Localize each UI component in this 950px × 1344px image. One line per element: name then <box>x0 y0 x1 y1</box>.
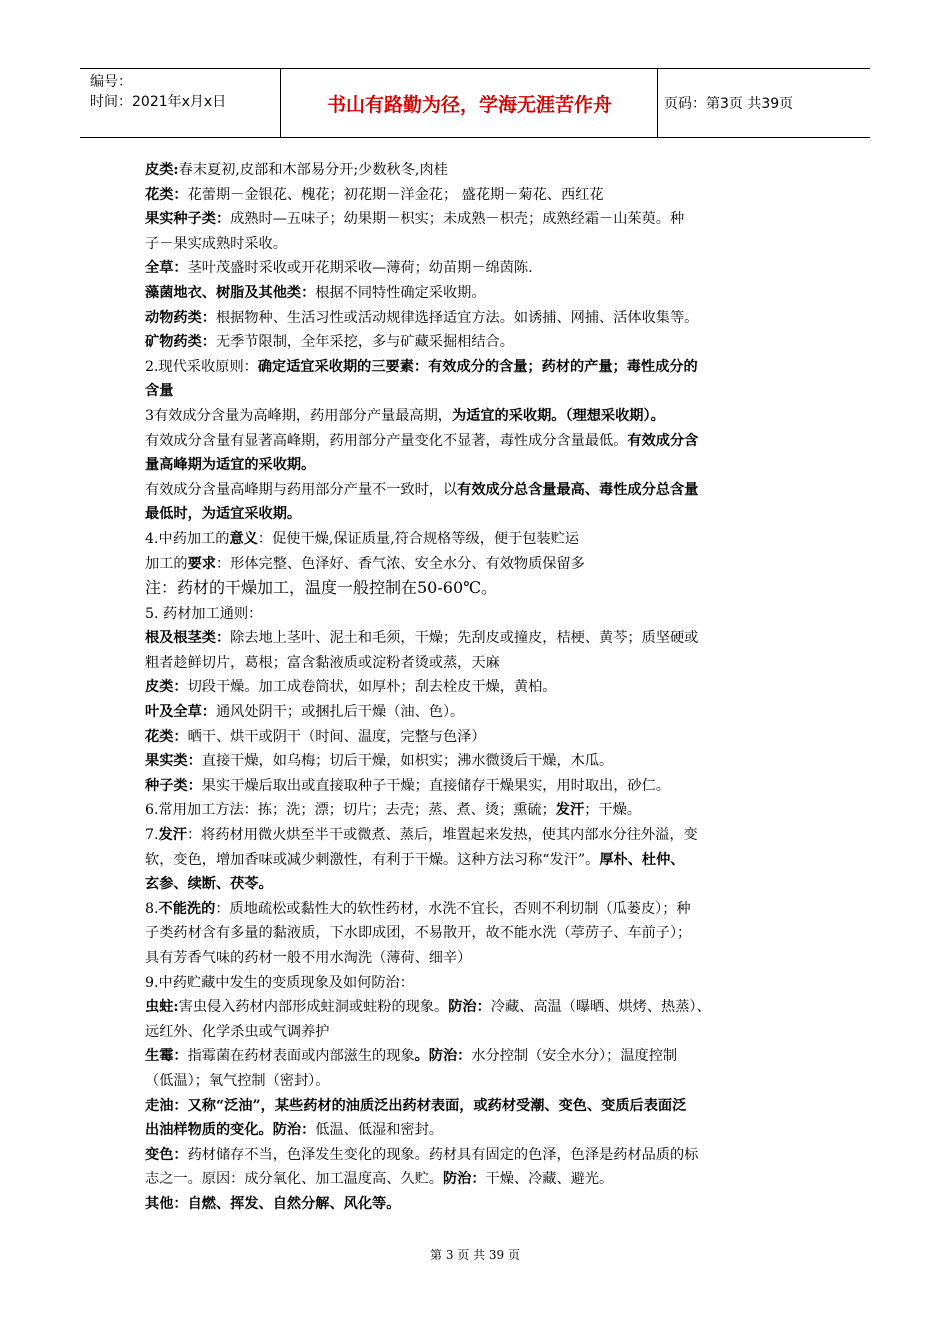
text-line <box>145 1192 817 1217</box>
text-line <box>145 281 817 306</box>
body-text: 茎叶茂盛时采收或开花期采收—薄荷；幼苗期－绵茵陈. <box>187 260 533 277</box>
body-text: 无季节限制，全年采挖，多与矿藏采掘相结合。 <box>215 334 514 351</box>
bold-text: 出油样物质的变化。防治： <box>145 1122 316 1139</box>
bold-text: 种子类： <box>145 777 202 794</box>
body-text: 粗者趁鲜切片，葛根；富含黏液质或淀粉者烫或蒸，天麻 <box>145 654 500 671</box>
body-text: ：将药材用微火烘至半干或微煮、蒸后，堆置起来发热，使其内部水分往外溢，变 <box>186 827 698 844</box>
bold-text: 发汗 <box>158 827 187 844</box>
body-text: 9.中药贮藏中发生的变质现象及如何防治： <box>145 974 414 991</box>
text-line <box>145 626 817 651</box>
body-text: 低温、低湿和密封。 <box>315 1122 443 1139</box>
body-text: 害虫侵入药材内部形成蛀洞或蛀粉的现象。 <box>178 999 449 1016</box>
bold-text: 有效成分总含量最高、毒性成分总含量 <box>457 481 699 498</box>
body-text: 具有芳香气味的药材一般不用水淘洗（薄荷、细辛） <box>145 950 472 966</box>
bold-text: 变色： <box>145 1146 188 1163</box>
text-line <box>145 330 817 355</box>
text-line <box>145 502 817 527</box>
bold-text: 矿物药类： <box>145 334 216 351</box>
text-line <box>145 971 817 996</box>
body-text: 5. 药材加工通则： <box>145 605 263 622</box>
body-text: 果实干燥后取出或直接取种子干燥；直接储存干燥果实，用时取出，砂仁。 <box>201 777 670 794</box>
text-line <box>145 232 817 257</box>
bold-text: 虫蛀: <box>145 999 179 1016</box>
text-line <box>145 527 817 552</box>
body-text: 指霉菌在药材表面或内部滋生的现象 <box>187 1048 415 1065</box>
bold-text: 花类： <box>145 186 188 203</box>
body-text: ；干燥。 <box>584 802 641 819</box>
text-line <box>145 848 817 873</box>
text-line <box>145 355 817 380</box>
bold-text: 厚朴、杜仲、 <box>599 851 685 868</box>
body-text: 2.现代采收原则： <box>145 358 258 375</box>
bold-text: 不能洗的 <box>158 900 216 917</box>
body-text: 根据不同特性确定采收期。 <box>315 284 486 301</box>
text-line <box>145 872 817 897</box>
bold-text: 含量 <box>145 383 174 400</box>
body-text: 加工的 <box>145 555 188 572</box>
bold-text: 花类： <box>145 728 188 745</box>
text-line <box>145 306 817 331</box>
bold-text: 根及根茎类： <box>145 630 231 647</box>
body-text: 3有效成分含量为高峰期，药用部分产量最高期， <box>145 407 452 424</box>
bold-text: 有效成分含 <box>627 432 699 449</box>
bold-text: 要求 <box>187 555 216 572</box>
page-footer: 第 3 页 共 39 页 <box>430 1248 520 1262</box>
bold-text: 玄参、续断、茯苓。 <box>145 876 273 893</box>
bold-text: 生霉： <box>145 1048 188 1065</box>
text-line <box>145 774 817 799</box>
body-text: 干燥、冷藏、避光。 <box>485 1171 614 1188</box>
text-line <box>145 576 817 602</box>
bold-text: 防治： <box>448 999 491 1016</box>
text-line <box>145 453 817 478</box>
text-line <box>145 1094 817 1119</box>
text-line <box>145 749 817 774</box>
body-text: 有效成分含量有显著高峰期，药用部分产量变化不显著，毒性成分含量最低。 <box>145 432 628 449</box>
text-line <box>145 1044 817 1069</box>
bold-text: 藻菌地衣、树脂及其他类： <box>145 284 316 301</box>
body-text: 冷藏、高温（曝晒、烘烤、热蒸）、 <box>490 999 711 1016</box>
header-motto: 书山有路勤为径，学海无涯苦作舟 <box>282 69 658 137</box>
text-line <box>145 478 817 503</box>
body-text: ：促使干燥,保证质量,符合规格等级，便于包装贮运 <box>257 530 580 547</box>
bold-text: 意义 <box>229 530 258 547</box>
text-line <box>145 602 817 627</box>
text-line <box>145 552 817 577</box>
body-text: 6.常用加工方法：拣；洗；漂；切片；去壳；蒸、煮、烫；熏硫； <box>145 802 556 819</box>
text-line <box>145 897 817 922</box>
text-line <box>145 651 817 676</box>
body-text: 有效成分含量高峰期与药用部分产量不一致时，以 <box>145 481 458 498</box>
body-text: 4.中药加工的 <box>145 530 230 547</box>
bold-text: 全草： <box>145 260 188 277</box>
time-label: 时间：2021年x月x日 <box>90 94 227 110</box>
body-text: 子类药材含有多量的黏液质，下水即成团，不易散开，故不能水洗（葶苈子、车前子）； <box>145 925 692 942</box>
bold-text: 皮类: <box>145 162 179 178</box>
bold-text: 最低时，为适宜采收期。 <box>145 506 302 523</box>
text-line <box>145 1143 817 1168</box>
body-text: 志之一。原因：成分氧化、加工温度高、久贮。 <box>145 1171 443 1188</box>
document-body <box>145 158 817 1217</box>
body-text: 成熟时—五味子；幼果期－枳实；未成熟－枳壳；成熟经霜－山茱萸。种 <box>230 211 685 228</box>
body-text: （低温）；氧气控制（密封）。 <box>145 1072 330 1089</box>
bold-text: 确定适宜采收期的三要素：有效成分的含量；药材的产量；毒性成分的 <box>257 358 698 375</box>
body-text: 8. <box>145 900 159 917</box>
body-text: 水分控制（安全水分）；温度控制 <box>471 1048 678 1065</box>
number-label: 编号： <box>90 74 132 90</box>
bold-text: 果实种子类： <box>145 211 231 228</box>
text-line <box>145 1118 817 1143</box>
body-text: 除去地上茎叶、泥土和毛须，干燥；先刮皮或撞皮，桔梗、黄芩；质坚硬或 <box>230 630 699 647</box>
bold-text: 其他：自燃、挥发、自然分解、风化等。 <box>145 1195 401 1212</box>
text-line <box>145 1069 817 1094</box>
text-line <box>145 1020 817 1045</box>
body-text: 7. <box>145 827 159 844</box>
text-line <box>145 379 817 404</box>
bold-text: 发汗 <box>555 802 585 819</box>
text-line <box>145 921 817 946</box>
page-header <box>80 68 870 138</box>
text-line <box>145 183 817 208</box>
text-line <box>145 256 817 281</box>
bold-text: 为适宜的采收期。（理想采收期）。 <box>451 407 665 424</box>
body-text: 注：药材的干燥加工，温度一般控制在50-60℃。 <box>145 578 498 598</box>
bold-text: 动物药类： <box>145 309 216 326</box>
bold-text: 。防治： <box>414 1048 472 1065</box>
text-line <box>145 946 817 971</box>
text-line <box>145 404 817 429</box>
body-text: 春末夏初,皮部和木部易分开;少数秋冬,肉桂 <box>178 162 448 178</box>
text-line <box>145 725 817 750</box>
body-text: ：形体完整、色泽好、香气浓、安全水分、有效物质保留多 <box>215 555 585 572</box>
text-line <box>145 995 817 1020</box>
body-text: 直接干燥，如乌梅；切后干燥，如枳实；沸水微烫后干燥，木瓜。 <box>201 753 614 770</box>
body-text: 晒干、烘干或阴干（时间、温度，完整与色泽） <box>187 728 486 745</box>
bold-text: 叶及全草： <box>145 704 216 721</box>
body-text: 根据物种、生活习性或活动规律选择适宜方法。如诱捕、网捕、活体收集等。 <box>215 309 699 326</box>
bold-text: 走油：又称“泛油”，某些药材的油质泛出药材表面，或药材受潮、变色、变质后表面泛 <box>145 1097 687 1114</box>
text-line <box>145 158 817 183</box>
body-text: 切段干燥。加工成卷筒状，如厚朴；刮去栓皮干燥，黄柏。 <box>187 679 557 696</box>
body-text: 子－果实成熟时采收。 <box>145 235 287 252</box>
body-text: 药材储存不当，色泽发生变化的现象。药材具有固定的色泽，色泽是药材品质的标 <box>187 1146 699 1163</box>
header-page-info: 页码：第3页 共39页 <box>664 96 794 112</box>
body-text: ：质地疏松或黏性大的软性药材，水洗不宜长，否则不利切制（瓜蒌皮）；种 <box>215 900 691 917</box>
text-line <box>145 429 817 454</box>
body-text: 花蕾期－金银花、槐花；初花期－洋金花； 盛花期－菊花、西红花 <box>187 186 604 203</box>
text-line <box>145 798 817 823</box>
bold-text: 皮类： <box>145 679 188 696</box>
body-text: 软，变色，增加香味或减少刺激性，有利于干燥。这种方法习称“发汗”。 <box>145 851 600 868</box>
text-line <box>145 823 817 848</box>
text-line <box>145 1167 817 1192</box>
bold-text: 量高峰期为适宜的采收期。 <box>145 457 316 474</box>
text-line <box>145 700 817 725</box>
body-text: 通风处阴干；或捆扎后干燥（油、色）。 <box>215 704 465 721</box>
body-text: 远红外、化学杀虫或气调养护 <box>145 1023 330 1040</box>
text-line <box>145 675 817 700</box>
bold-text: 果实类： <box>145 753 202 770</box>
text-line <box>145 207 817 232</box>
bold-text: 防治： <box>442 1171 486 1188</box>
header-meta <box>80 69 281 137</box>
